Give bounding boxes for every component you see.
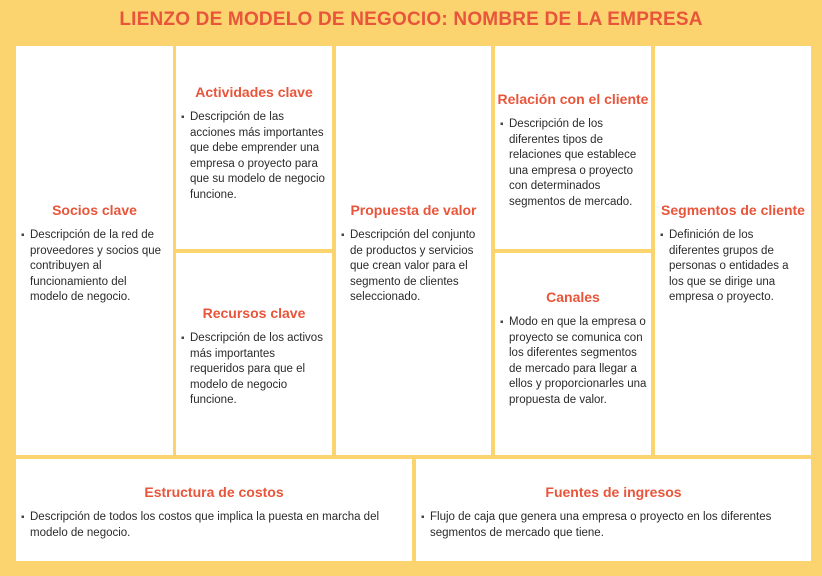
- estructura-costos-cell: [16, 459, 412, 561]
- fuentes-ingresos-cell: [416, 459, 811, 561]
- recursos-clave-title: Recursos clave: [202, 305, 306, 321]
- bullet-icon: ▪: [341, 230, 345, 241]
- canales-title: Canales: [546, 289, 600, 305]
- canvas-title: LIENZO DE MODELO DE NEGOCIO: NOMBRE DE LA EMPRESA: [119, 9, 703, 30]
- actividades-clave-description: Descripción de las acciones más importantes que debe emprender una empresa o proyecto para que su modelo de negocio funcione.: [190, 111, 325, 201]
- propuesta-de-valor-title: Propuesta de valor: [350, 202, 477, 218]
- canales-description: Modo en que la empresa o proyecto se comunica con los diferentes segmentos de mercado para llegar a ellos y proporcionarles una propuesta de valor.: [509, 316, 647, 406]
- recursos-clave-cell: [176, 253, 332, 455]
- estructura-costos-title: Estructura de costos: [144, 484, 284, 500]
- fuentes-ingresos-title: Fuentes de ingresos: [545, 484, 682, 500]
- bullet-icon: ▪: [181, 112, 185, 123]
- socios-clave-description: Descripción de la red de proveedores y socios que contribuyen al funcionamiento del modelo de negocio.: [30, 229, 162, 303]
- bullet-icon: ▪: [181, 333, 185, 344]
- actividades-clave-cell: [176, 46, 332, 249]
- actividades-clave-title: Actividades clave: [195, 84, 313, 100]
- propuesta-de-valor-cell: [336, 46, 491, 455]
- segmentos-cliente-title: Segmentos de cliente: [661, 202, 805, 218]
- fuentes-ingresos-description: Flujo de caja que genera una empresa o proyecto en los diferentes segmentos de mercado que tiene.: [430, 511, 772, 539]
- bullet-icon: ▪: [21, 512, 25, 523]
- canales-cell: [495, 253, 651, 455]
- bullet-icon: ▪: [421, 512, 425, 523]
- segmentos-cliente-cell: [655, 46, 811, 455]
- socios-clave-cell: [16, 46, 173, 455]
- bullet-icon: ▪: [21, 230, 25, 241]
- relacion-cliente-title: Relación con el cliente: [497, 91, 649, 107]
- segmentos-cliente-description: Definición de los diferentes grupos de personas o entidades a los que se dirige una empresa o proyecto.: [669, 229, 789, 303]
- relacion-cliente-cell: [495, 46, 651, 249]
- socios-clave-title: Socios clave: [52, 202, 137, 218]
- bullet-icon: ▪: [660, 230, 664, 241]
- relacion-cliente-description: Descripción de los diferentes tipos de relaciones que establece una empresa o proyecto con determinados segmentos de mercado.: [509, 118, 637, 208]
- recursos-clave-description: Descripción de los activos más importantes requeridos para que el modelo de negocio funcione.: [190, 332, 323, 406]
- bullet-icon: ▪: [500, 317, 504, 328]
- propuesta-de-valor-description: Descripción del conjunto de productos y servicios que crean valor para el segmento de clientes seleccionado.: [350, 229, 476, 303]
- estructura-costos-description: Descripción de todos los costos que implica la puesta en marcha del modelo de negocio.: [30, 511, 380, 539]
- bullet-icon: ▪: [500, 119, 504, 130]
